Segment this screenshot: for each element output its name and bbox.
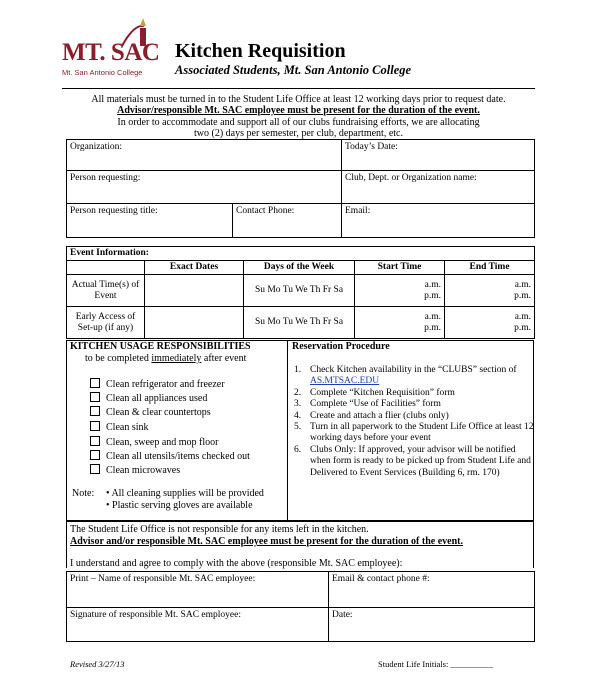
disclaimer-text: The Student Life Office is not responsible for any items left in the kitchen. bbox=[70, 524, 369, 535]
header-divider bbox=[62, 88, 535, 89]
signature-table bbox=[66, 571, 535, 642]
revision-date: Revised 3/27/13 bbox=[70, 659, 125, 669]
notice-allocation: In order to accommodate and support all of our clubs fundraising efforts, we are allocating bbox=[117, 117, 480, 128]
organization-field[interactable]: Organization: bbox=[67, 140, 342, 171]
checkbox[interactable] bbox=[90, 450, 100, 460]
signature-field[interactable]: Signature of responsible Mt. SAC employee: bbox=[67, 608, 329, 642]
checkbox[interactable] bbox=[90, 464, 100, 474]
page-subtitle: Associated Students, Mt. San Antonio College bbox=[175, 63, 412, 77]
col-start-time: Start Time bbox=[355, 261, 445, 275]
procedure-step: 6. Clubs Only: If approved, your advisor will be notified when form is ready to be picked up from Student Life and Delivered to Event Services (Building 6, rm. 170) bbox=[294, 445, 531, 478]
checkbox[interactable] bbox=[90, 421, 100, 431]
person-title-field[interactable]: Person requesting title: bbox=[67, 204, 233, 238]
organization-form bbox=[66, 139, 535, 238]
procedure-title: Reservation Procedure bbox=[292, 341, 390, 352]
event-information-table bbox=[66, 246, 535, 339]
checklist-item[interactable]: Clean sink bbox=[90, 421, 149, 434]
checklist-item[interactable]: Clean & clear countertops bbox=[90, 406, 211, 419]
note-item: • All cleaning supplies will be provided bbox=[106, 488, 264, 499]
checkbox[interactable] bbox=[90, 392, 100, 402]
table-row bbox=[67, 275, 535, 307]
notice-deadline: All materials must be turned in to the Student Life Office at least 12 working days prior to request date. bbox=[91, 94, 506, 105]
checklist-item[interactable]: Clean, sweep and mop floor bbox=[90, 436, 218, 449]
todays-date-field[interactable]: Today’s Date: bbox=[342, 140, 535, 171]
checklist-item[interactable]: Clean refrigerator and freezer bbox=[90, 378, 225, 391]
row-label-setup: Early Access of Set-up (if any) bbox=[67, 307, 145, 339]
checkbox[interactable] bbox=[90, 378, 100, 388]
days-of-week-selector[interactable]: Su Mo Tu We Th Fr Sa bbox=[244, 307, 355, 339]
date-field[interactable]: Date: bbox=[329, 608, 535, 642]
checkbox[interactable] bbox=[90, 436, 100, 446]
notice-advisor: Advisor/responsible Mt. SAC employee must be present for the duration of the event. bbox=[117, 105, 480, 116]
procedure-step: 5. Turn in all paperwork to the Student Life Office at least 12 working days before your event bbox=[294, 422, 534, 444]
responsibilities-subtitle: to be completed immediately after event bbox=[85, 353, 247, 364]
advisor-requirement: Advisor and/or responsible Mt. SAC employee must be present for the duration of the event. bbox=[70, 536, 463, 547]
note-item: • Plastic serving gloves are available bbox=[106, 500, 253, 511]
procedure-step: 3. Complete “Use of Facilities” form bbox=[294, 399, 441, 409]
notice-allocation-cont: two (2) days per semester, per club, department, etc. bbox=[194, 128, 403, 139]
checklist-item[interactable]: Clean all utensils/items checked out bbox=[90, 450, 250, 463]
procedure-step: 2. Complete “Kitchen Requisition” form bbox=[294, 388, 455, 398]
procedure-step: 4. Create and attach a flier (clubs only) bbox=[294, 411, 449, 421]
student-life-initials: Student Life Initials: __________ bbox=[378, 659, 493, 669]
exact-dates-input[interactable] bbox=[145, 275, 244, 307]
event-info-heading: Event Information: bbox=[67, 247, 535, 261]
responsibilities-title: KITCHEN USAGE RESPONSIBILITIES bbox=[70, 341, 251, 352]
start-time-input[interactable]: a.m. p.m. bbox=[355, 275, 445, 307]
col-exact-dates: Exact Dates bbox=[145, 261, 244, 275]
email-field[interactable]: Email: bbox=[342, 204, 535, 238]
note-label: Note: bbox=[72, 488, 95, 499]
agreement-text: I understand and agree to comply with the above (responsible Mt. SAC employee): bbox=[70, 558, 403, 569]
checklist-item[interactable]: Clean all appliances used bbox=[90, 392, 207, 405]
contact-phone-field[interactable]: Contact Phone: bbox=[233, 204, 342, 238]
start-time-input[interactable]: a.m. p.m. bbox=[355, 307, 445, 339]
logo-subtitle: Mt. San Antonio College bbox=[62, 68, 143, 77]
end-time-input[interactable]: a.m. p.m. bbox=[445, 307, 535, 339]
checkbox[interactable] bbox=[90, 406, 100, 416]
checklist-item[interactable]: Clean microwaves bbox=[90, 464, 180, 477]
procedure-step: 1. Check Kitchen availability in the “CLUBS” section of AS.MTSAC.EDU bbox=[294, 365, 517, 387]
exact-dates-input[interactable] bbox=[145, 307, 244, 339]
table-row bbox=[67, 307, 535, 339]
days-of-week-selector[interactable]: Su Mo Tu We Th Fr Sa bbox=[244, 275, 355, 307]
row-label-actual: Actual Time(s) of Event bbox=[67, 275, 145, 307]
responsibilities-divider bbox=[287, 340, 288, 521]
logo-text: MT. SAC bbox=[62, 39, 160, 66]
col-end-time: End Time bbox=[445, 261, 535, 275]
print-name-field[interactable]: Print – Name of responsible Mt. SAC employee: bbox=[67, 572, 329, 608]
event-header-blank bbox=[67, 261, 145, 275]
club-dept-field[interactable]: Club, Dept. or Organization name: bbox=[342, 171, 535, 204]
person-requesting-field[interactable]: Person requesting: bbox=[67, 171, 342, 204]
col-days-of-week: Days of the Week bbox=[244, 261, 355, 275]
email-phone-field[interactable]: Email & contact phone #: bbox=[329, 572, 535, 608]
clubs-link[interactable]: AS.MTSAC.EDU bbox=[310, 376, 380, 387]
page-title: Kitchen Requisition bbox=[175, 40, 346, 62]
end-time-input[interactable]: a.m. p.m. bbox=[445, 275, 535, 307]
